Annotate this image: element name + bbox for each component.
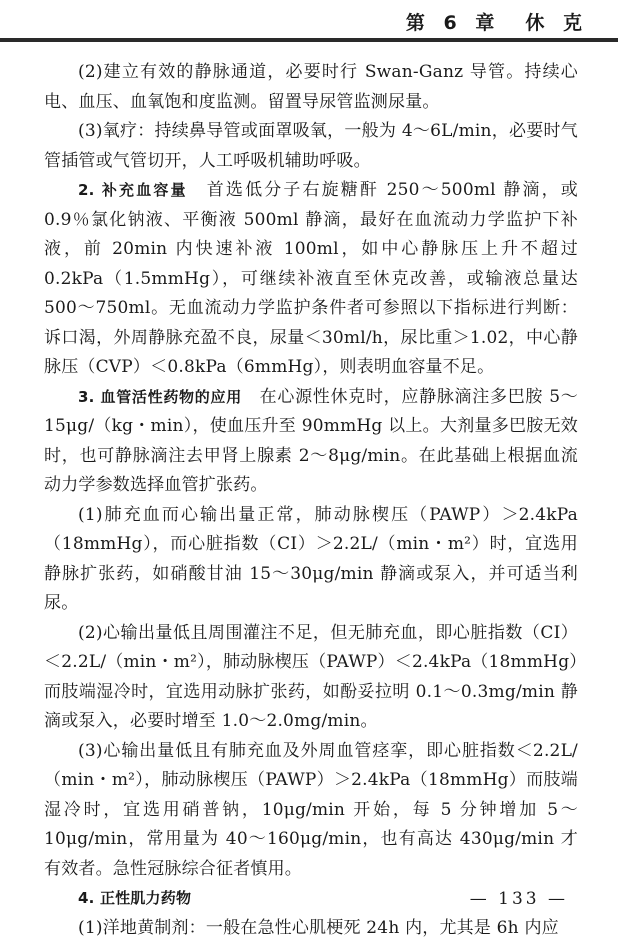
section-heading: 2. 补充血容量: [78, 181, 188, 199]
page-header: [0, 0, 618, 40]
paragraph-text: (1)洋地黄制剂：一般在急性心肌梗死 24h 内，尤其是 6h 内应: [78, 918, 559, 938]
paragraph: [44, 117, 578, 176]
header-rule: [0, 38, 618, 42]
section-heading: 3. 血管活性药物的应用: [78, 388, 242, 406]
paragraph-text: (2)建立有效的静脉通道，必要时行 Swan-Ganz 导管。持续心电、血压、血氧饱和度监测。留置导尿管监测尿量。: [44, 62, 578, 112]
paragraph: [44, 58, 578, 117]
paragraph: [44, 619, 578, 737]
paragraph-text: (3)氧疗：持续鼻导管或面罩吸氧，一般为 4～6L/min，必要时气管插管或气管切开，人工呼吸机辅助呼吸。: [44, 121, 578, 171]
section-heading: 4. 正性肌力药物: [78, 889, 191, 907]
paragraph: [44, 501, 578, 619]
body-text: [44, 58, 578, 943]
paragraph: [44, 914, 578, 943]
chapter-title: 第 6 章 休 克: [406, 8, 588, 35]
paragraph-text: 在心源性休克时，应静脉滴注多巴胺 5～15μg/（kg・min），使血压升至 90mmHg 以上。大剂量多巴胺无效时，也可静脉滴注去甲肾上腺素 2～8μg/min。在此基础上根据血流动力学参数选择血管扩张药。: [44, 387, 578, 496]
paragraph: [44, 383, 578, 501]
paragraph: [44, 176, 578, 383]
paragraph-text: (3)心输出量低且有肺充血及外周血管痉挛，即心脏指数＜2.2L/（min・m²），肺动脉楔压（PAWP）＞2.4kPa（18mmHg）而肢端湿冷时，宜选用硝普钠，10μg/min 开始，每 5 分钟增加 5～10μg/min，常用量为 40～160μg/min，也有高达 430μg/min 才有效者。急性冠脉综合征者慎用。: [44, 741, 578, 879]
paragraph-text: 首选低分子右旋糖酐 250～500ml 静滴，或 0.9％氯化钠液、平衡液 500ml 静滴，最好在血流动力学监护下补液，前 20min 内快速补液 100ml，如中心静脉压上升不超过 0.2kPa（1.5mmHg），可继续补液直至休克改善，或输液总量达 500～750ml。无血流动力学监护条件者可参照以下指标进行判断：诉口渴，外周静脉充盈不良，尿量＜30ml/h，尿比重＞1.02，中心静脉压（CVP）＜0.8kPa（6mmHg），则表明血容量不足。: [44, 180, 578, 377]
paragraph: [44, 737, 578, 885]
paragraph-text: (1)肺充血而心输出量正常，肺动脉楔压（PAWP）＞2.4kPa（18mmHg），而心脏指数（CI）＞2.2L/（min・m²）时，宜选用静脉扩张药，如硝酸甘油 15～30μg/min 静滴或泵入，并可适当利尿。: [44, 505, 578, 614]
page-number: — 133 —: [470, 889, 568, 909]
paragraph-text: (2)心输出量低且周围灌注不足，但无肺充血，即心脏指数（CI）＜2.2L/（min・m²），肺动脉楔压（PAWP）＜2.4kPa（18mmHg）而肢端湿冷时，宜选用动脉扩张药，如酚妥拉明 0.1～0.3mg/min 静滴或泵入，必要时增至 1.0～2.0mg/min。: [44, 623, 578, 732]
